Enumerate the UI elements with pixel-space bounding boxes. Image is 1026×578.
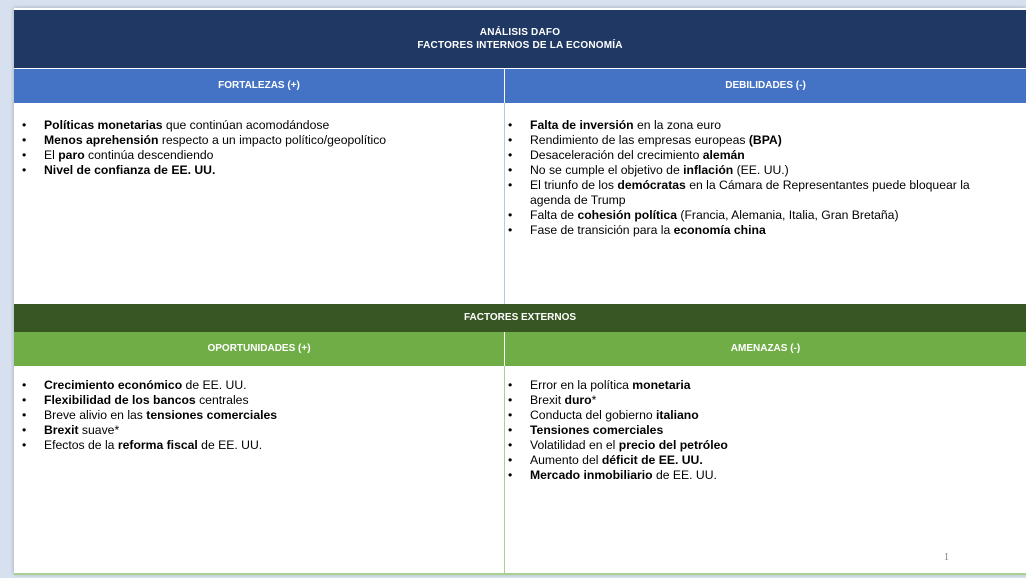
item-text: que continúan acomodándose [162,118,330,132]
bold-text: Mercado inmobiliario [530,468,653,482]
bold-text: tensiones comerciales [146,408,278,422]
bold-text: Flexibilidad de los bancos [44,393,196,407]
list-item [508,223,1008,238]
list-item [508,163,1008,178]
list-item [508,178,1008,208]
bullet-marker: • [508,438,513,452]
bold-text: precio del petróleo [618,438,728,452]
bullet-marker: • [22,423,27,437]
weaknesses-header: DEBILIDADES (-) [505,69,1026,103]
list-item [22,393,492,408]
item-text: respecto a un impacto político/geopolítico [158,133,387,147]
bullet-marker: • [508,133,513,147]
list-item [22,423,492,438]
item-text: en la Cámara de Representantes puede bloquear la agenda de Trump [530,178,970,207]
weaknesses-list [508,118,1008,238]
bold-text: monetaria [632,378,691,392]
bold-text: paro [58,148,85,162]
page-number: 1 [944,552,949,563]
bold-text: Nivel de confianza de EE. UU. [44,163,216,177]
list-item [508,438,1008,453]
list-item [22,148,492,163]
list-item [22,378,492,393]
bullet-marker: • [508,393,513,407]
item-text: Aumento del [530,453,602,467]
slide-title [14,10,1026,68]
item-text: (Francia, Alemania, Italia, Gran Bretaña) [677,208,899,222]
list-item [22,438,492,453]
list-item [22,408,492,423]
item-text: continúa descendiendo [84,148,214,162]
strengths-header: FORTALEZAS (+) [14,69,504,103]
bullet-marker: • [22,118,27,132]
bullet-marker: • [22,438,27,452]
list-item [508,393,1008,408]
list-item [22,118,492,133]
item-text: * [591,393,597,407]
list-item [508,118,1008,133]
internal-divider [504,103,505,304]
list-item [508,148,1008,163]
threats-list [508,378,1008,483]
bullet-marker: • [22,378,27,392]
list-item [508,423,1008,438]
bold-text: economía china [673,223,766,237]
item-text: Efectos de la [44,438,118,452]
bold-text: déficit de EE. UU. [601,453,703,467]
item-text: Falta de [530,208,578,222]
bullet-marker: • [508,118,513,132]
bold-text: Menos aprehensión [44,133,159,147]
bold-text: alemán [702,148,745,162]
external-factors-header: FACTORES EXTERNOS [14,304,1026,332]
bullet-marker: • [508,378,513,392]
bullet-marker: • [22,133,27,147]
item-text: Conducta del gobierno [530,408,657,422]
bullet-marker: • [22,408,27,422]
bold-text: Tensiones comerciales [530,423,664,437]
title-line-2: FACTORES INTERNOS DE LA ECONOMÍA [417,40,623,51]
bold-text: Brexit [44,423,79,437]
bold-text: Falta de inversión [530,118,634,132]
list-item [22,133,492,148]
bullet-marker: • [508,223,513,237]
bullet-marker: • [508,178,513,192]
strengths-list [22,118,492,178]
item-text: (EE. UU.) [733,163,789,177]
list-item [508,208,1008,223]
bullet-marker: • [508,408,513,422]
item-text: Volatilidad en el [530,438,619,452]
swot-slide [14,8,1026,574]
bullet-marker: • [508,163,513,177]
bullet-marker: • [508,148,513,162]
item-text: El [44,148,59,162]
list-item [508,133,1008,148]
item-text: Error en la política [530,378,633,392]
item-text: de EE. UU. [652,468,717,482]
list-item [508,378,1008,393]
threats-header: AMENAZAS (-) [505,332,1026,366]
item-text: de EE. UU. [182,378,247,392]
list-item [508,453,1008,468]
title-line-1: ANÁLISIS DAFO [479,27,561,38]
bullet-marker: • [22,393,27,407]
opportunities-list [22,378,492,453]
list-item [508,468,1008,483]
bullet-marker: • [508,453,513,467]
bold-text: inflación [683,163,734,177]
bold-text: (BPA) [748,133,782,147]
bold-text: demócratas [617,178,686,192]
bullet-marker: • [508,208,513,222]
item-text: de EE. UU. [197,438,263,452]
item-text: Desaceleración del crecimiento [530,148,703,162]
item-text: en la zona euro [633,118,722,132]
bullet-marker: • [22,148,27,162]
item-text: Rendimiento de las empresas europeas [530,133,749,147]
bold-text: italiano [656,408,699,422]
list-item [22,163,492,178]
item-text: suave* [78,423,120,437]
item-text: El triunfo de los [530,178,618,192]
bold-text: Políticas monetarias [44,118,163,132]
opportunities-header: OPORTUNIDADES (+) [14,332,504,366]
item-text: Brexit [530,393,565,407]
list-item [508,408,1008,423]
bold-text: reforma fiscal [117,438,198,452]
item-text: Fase de transición para la [530,223,674,237]
external-divider [504,366,505,574]
bold-text: Crecimiento económico [44,378,183,392]
bullet-marker: • [22,163,27,177]
item-text: centrales [195,393,249,407]
bullet-marker: • [508,423,513,437]
item-text: No se cumple el objetivo de [530,163,684,177]
item-text: Breve alivio en las [44,408,147,422]
bottom-border [14,573,1026,575]
bold-text: cohesión política [577,208,677,222]
bullet-marker: • [508,468,513,482]
bold-text: duro [564,393,592,407]
